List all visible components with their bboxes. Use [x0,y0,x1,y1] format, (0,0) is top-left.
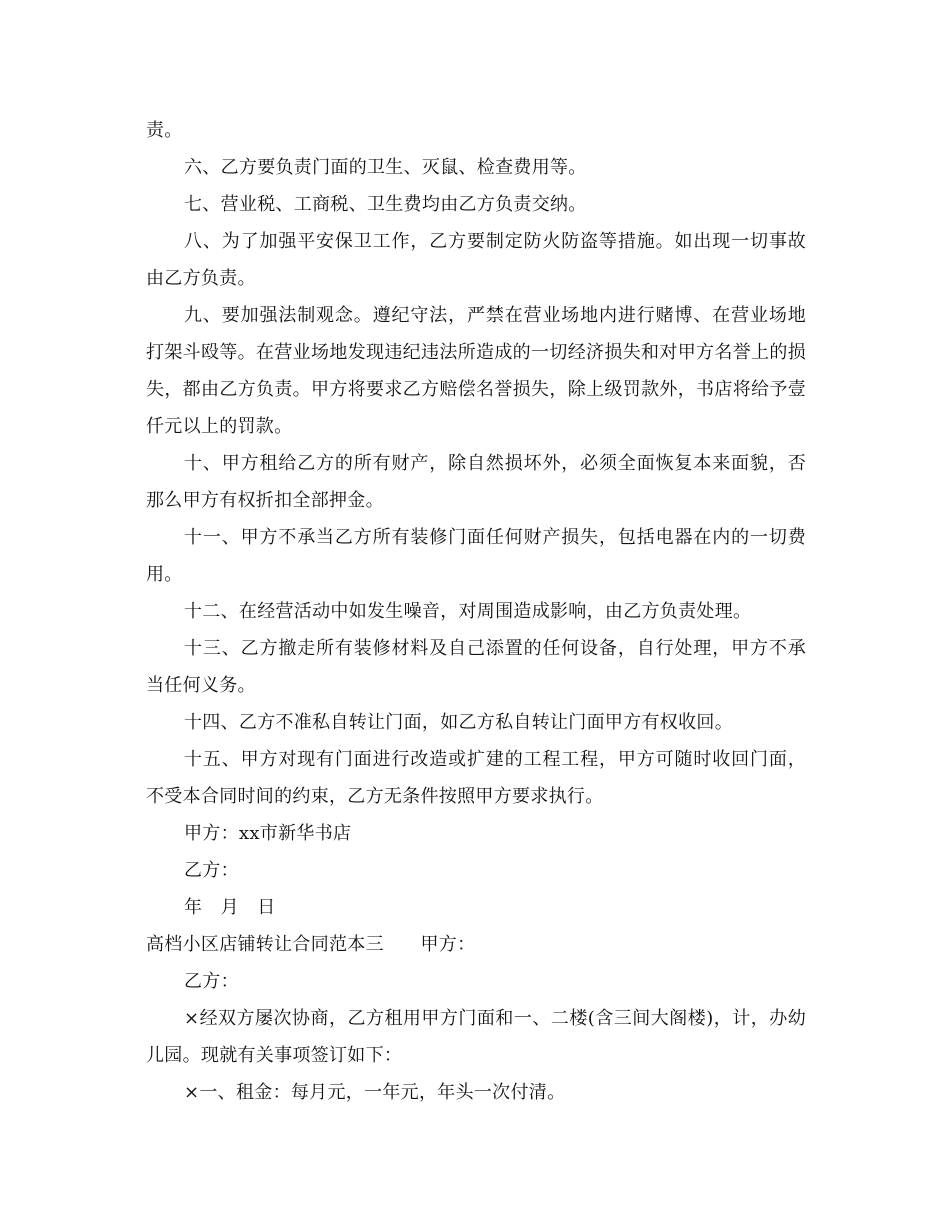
contract-title: 高档小区店铺转让合同范本三 甲方： [146,934,476,955]
party-a-signature: 甲方：xx市新华书店 [184,823,352,844]
clause-8: 八、为了加强平安保卫工作，乙方要制定防火防盗等措施。如出现一切事故由乙方负责。 [146,231,806,289]
clause-1-rent: ×一、租金：每月元，一年元，年头一次付清。 [184,1082,566,1103]
clause-11: 十一、甲方不承当乙方所有装修门面任何财产损失，包括电器在内的一切费用。 [146,527,806,585]
paragraph-continuation: 责。 [146,120,183,141]
clause-9: 九、要加强法制观念。遵纪守法，严禁在营业场地内进行赌博、在营业场地打架斗殴等。在营业场地发现违纪违法所造成的一切经济损失和对甲方名誉上的损失，都由乙方负责。甲方将要求乙方赔偿名誉损失，除上级罚款外，书店将给予壹仟元以上的罚款。 [146,305,806,437]
party-b-signature: 乙方： [184,860,239,881]
clause-6: 六、乙方要负责门面的卫生、灭鼠、检查费用等。 [184,157,587,178]
clause-13: 十三、乙方撤走所有装修材料及自己添置的任何设备，自行处理，甲方不承当任何义务。 [146,638,806,696]
preamble: ×经双方屡次协商，乙方租用甲方门面和一、二楼(含三间大阁楼)，计，办幼儿园。现就有关事项签订如下： [146,1008,806,1066]
clause-15: 十五、甲方对现有门面进行改造或扩建的工程工程，甲方可随时收回门面，不受本合同时间的约束，乙方无条件按照甲方要求执行。 [146,749,806,807]
clause-12: 十二、在经营活动中如发生噪音，对周围造成影响，由乙方负责处理。 [184,601,752,622]
clause-7: 七、营业税、工商税、卫生费均由乙方负责交纳。 [184,194,587,215]
clause-10: 十、甲方租给乙方的所有财产，除自然损坏外，必须全面恢复本来面貌，否那么甲方有权折扣全部押金。 [146,453,806,511]
date-line: 年 月 日 [184,897,276,918]
contract-body [146,112,806,1111]
party-b-line: 乙方： [184,971,239,992]
clause-14: 十四、乙方不准私自转让门面，如乙方私自转让门面甲方有权收回。 [184,712,733,733]
